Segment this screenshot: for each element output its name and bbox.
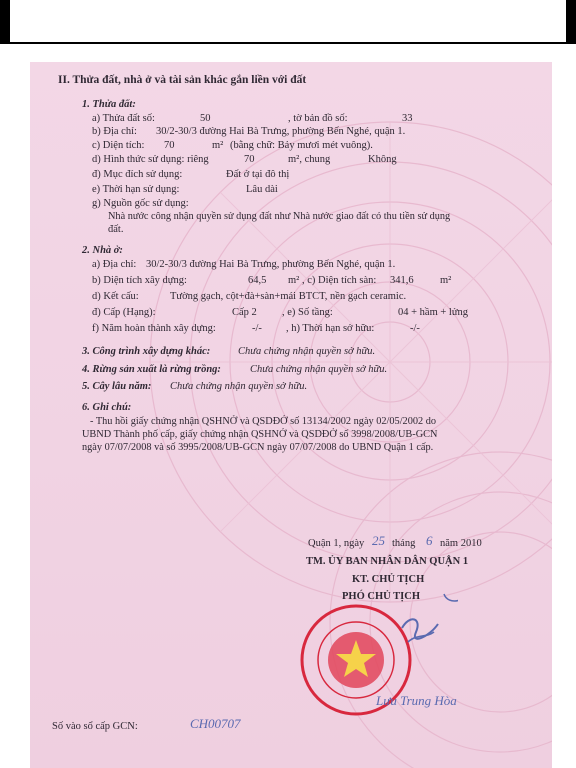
land-use-private-value: 70 — [244, 154, 255, 165]
land-map-label: , tờ bản đồ số: — [288, 113, 348, 124]
perennial-value: Chưa chứng nhận quyền sở hữu. — [170, 381, 308, 392]
land-heading: 1. Thửa đất: — [82, 99, 136, 110]
land-purpose-value: Đất ở tại đô thị — [226, 169, 290, 180]
house-grade-value: Cấp 2 — [232, 307, 257, 318]
land-term-value: Lâu dài — [246, 184, 278, 195]
registry-number: CH00707 — [190, 716, 241, 731]
land-area-words: (bằng chữ: Bảy mươi mét vuông). — [230, 140, 373, 151]
land-use-unit: m², chung — [288, 154, 331, 165]
house-build-area-unit: m² — [288, 275, 300, 286]
signer-name: Lưu Trung Hòa — [376, 693, 457, 708]
notes-line-2: UBND Thành phố cấp, giấy chứng nhận QSHNỞ và QSDĐỞ số 3998/2008/UB-GCN — [82, 429, 438, 440]
house-structure-value: Tường gạch, cột+đà+sàn+mái BTCT, nền gạch ceramic. — [170, 291, 407, 302]
house-address-label: a) Địa chỉ: — [92, 259, 137, 270]
notes-heading: 6. Ghi chú: — [82, 402, 132, 413]
land-purpose-label: đ) Mục đích sử dụng: — [92, 169, 183, 180]
forest-value: Chưa chứng nhận quyền sở hữu. — [250, 364, 388, 375]
issue-date-year: năm 2010 — [440, 538, 482, 549]
signer-position-1: KT. CHỦ TỊCH — [352, 574, 425, 585]
land-use-form-label: d) Hình thức sử dụng: riêng — [92, 154, 209, 165]
house-build-area-label: b) Diện tích xây dựng: — [92, 275, 187, 286]
issue-date-month: 6 — [426, 533, 433, 548]
land-origin-value-1: Nhà nước công nhận quyền sử dụng đất như Nhà nước giao đất có thu tiền sử dụng — [108, 211, 451, 222]
notes-line-3: ngày 07/07/2008 và số 3995/2008/UB-GCN ngày 07/07/2008 do UBND Quận 1 cấp. — [82, 442, 434, 453]
house-floor-area-label: , c) Diện tích sàn: — [302, 275, 377, 286]
house-build-area-value: 64,5 — [248, 275, 267, 286]
house-ownership-term-value: -/- — [410, 323, 420, 334]
issue-date-day: 25 — [372, 533, 385, 548]
issue-date-month-label: tháng — [392, 538, 416, 549]
certificate-page — [30, 62, 552, 768]
land-use-shared-value: Không — [368, 154, 397, 165]
land-origin-value-2: đất. — [108, 224, 124, 235]
issue-date-prefix: Quận 1, ngày — [308, 538, 365, 549]
issuing-authority: TM. ỦY BAN NHÂN DÂN QUẬN 1 — [306, 556, 469, 567]
notes-line-1: - Thu hồi giấy chứng nhận QSHNỞ và QSDĐỞ số 13134/2002 ngày 02/05/2002 do — [90, 416, 437, 427]
house-floor-area-unit: m² — [440, 275, 452, 286]
house-floors-value: 04 + hầm + lửng — [398, 307, 469, 318]
land-area-label: c) Diện tích: — [92, 140, 145, 151]
signer-position-2: PHÓ CHỦ TỊCH — [342, 591, 420, 602]
house-ownership-term-label: , h) Thời hạn sở hữu: — [286, 323, 375, 334]
house-floor-area-value: 341,6 — [390, 275, 414, 286]
scan-top-border — [0, 0, 576, 44]
land-parcel-value: 50 — [200, 113, 211, 124]
land-origin-label: g) Nguồn gốc sử dụng: — [92, 198, 189, 209]
land-area-value: 70 — [164, 140, 175, 151]
section-title: II. Thửa đất, nhà ở và tài sản khác gắn liền với đất — [58, 74, 307, 86]
perennial-label: 5. Cây lâu năm: — [82, 381, 152, 392]
house-floors-label: , e) Số tầng: — [282, 307, 333, 318]
land-address-label: b) Địa chỉ: — [92, 126, 137, 137]
land-parcel-label: a) Thửa đất số: — [92, 113, 155, 124]
house-address-value: 30/2-30/3 đường Hai Bà Trưng, phường Bến Nghé, quận 1. — [146, 259, 396, 270]
house-year-value: -/- — [252, 323, 262, 334]
house-heading: 2. Nhà ở: — [82, 245, 123, 256]
forest-label: 4. Rừng sản xuất là rừng trồng: — [82, 364, 221, 375]
house-structure-label: d) Kết cấu: — [92, 291, 139, 302]
land-term-label: e) Thời hạn sử dụng: — [92, 184, 180, 195]
land-area-unit: m² — [212, 140, 224, 151]
official-seal — [298, 592, 458, 732]
house-grade-label: đ) Cấp (Hạng): — [92, 307, 156, 318]
land-address-value: 30/2-30/3 đường Hai Bà Trưng, phường Bến Nghé, quận 1. — [156, 126, 406, 137]
registry-label: Số vào sổ cấp GCN: — [52, 721, 138, 732]
land-map-value: 33 — [402, 113, 413, 124]
other-works-value: Chưa chứng nhận quyền sở hữu. — [238, 346, 376, 357]
house-year-label: f) Năm hoàn thành xây dựng: — [92, 323, 216, 334]
other-works-label: 3. Công trình xây dựng khác: — [82, 346, 211, 357]
